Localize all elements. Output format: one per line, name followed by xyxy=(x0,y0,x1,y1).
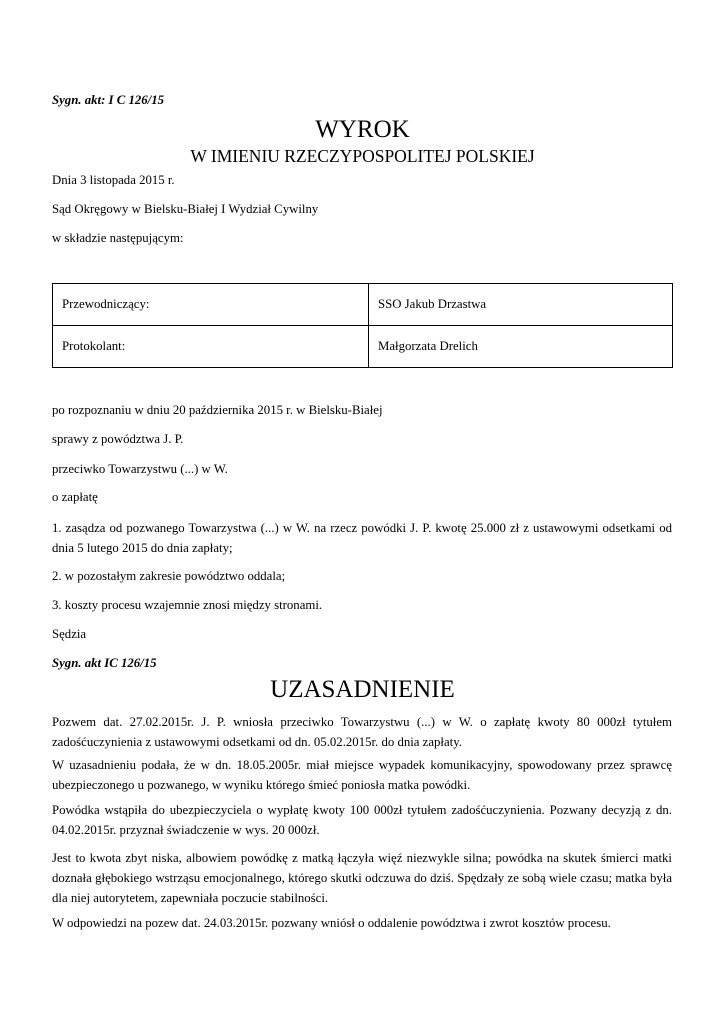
justification-paragraph-2: W uzasadnieniu podała, że w dn. 18.05.2005r. miał miejsce wypadek komunikacyjny, spowodowany przez sprawcę ubezpieczonego u pozwanego, w wyniku którego śmieć poniosła matka powódki. xyxy=(52,758,672,792)
court-line: Sąd Okręgowy w Bielsku-Białej I Wydział Cywilny xyxy=(52,202,319,216)
panel-role: Przewodniczący: xyxy=(53,284,369,326)
justification-paragraph-3: Powódka wstąpiła do ubezpieczyciela o wypłatę kwoty 100 000zł tytułem zadośćuczynienia. Pozwany decyzją z dn. 04.02.2015r. przyznał świadczenie w wys. 20 000zł. xyxy=(52,803,672,837)
verdict-point-2: 2. w pozostałym zakresie powództwo oddala; xyxy=(52,569,286,583)
justification-paragraph-5: W odpowiedzi na pozew dat. 24.03.2015r. pozwany wniósł o oddalenie powództwa i zwrot kosztów procesu. xyxy=(52,916,611,930)
case-reference: Sygn. akt: I C 126/15 xyxy=(52,93,164,107)
against-line: przeciwko Towarzystwu (...) w W. xyxy=(52,462,228,476)
verdict-point-1: 1. zasądza od pozwanego Towarzystwa (...) w W. na rzecz powódki J. P. kwotę 25.000 zł z ustawowymi odsetkami od dnia 5 lutego 2015 do dnia zapłaty; xyxy=(52,521,672,555)
panel-name: Małgorzata Drelich xyxy=(369,326,673,368)
justification-title: UZASADNIENIE xyxy=(270,676,455,703)
panel-name: SSO Jakub Drzastwa xyxy=(369,284,673,326)
hearing-line: po rozpoznaniu w dniu 20 października 2015 r. w Bielsku-Białej xyxy=(52,403,383,417)
subject-line: o zapłatę xyxy=(52,490,98,504)
document-title: WYROK xyxy=(315,116,410,143)
panel-role: Protokolant: xyxy=(53,326,369,368)
date-line: Dnia 3 listopada 2015 r. xyxy=(52,173,175,187)
table-row xyxy=(53,284,673,326)
verdict-point-3: 3. koszty procesu wzajemnie znosi między stronami. xyxy=(52,598,323,612)
composition-line: w składzie następującym: xyxy=(52,231,184,245)
court-panel-table xyxy=(52,283,673,368)
judge-label: Sędzia xyxy=(52,627,87,641)
table-row xyxy=(53,326,673,368)
justification-paragraph-1: Pozwem dat. 27.02.2015r. J. P. wniosła przeciwko Towarzystwu (...) w W. o zapłatę kwoty 80 000zł tytułem zadośćuczynienia z ustawowymi odsetkami od dn. 05.02.2015r. do dnia zapłaty. xyxy=(52,715,672,749)
document-subtitle: W IMIENIU RZECZYPOSPOLITEJ POLSKIEJ xyxy=(190,146,535,166)
case-of-line: sprawy z powództwa J. P. xyxy=(52,432,184,446)
justification-paragraph-4: Jest to kwota zbyt niska, albowiem powódkę z matką łączyła więź niezwykle silna; powódka na skutek śmierci matki doznała głębokiego wstrząsu emocjonalnego, którego skutki odczuwa do dziś. Spędzały ze sobą wiele czasu; matka była dla niej autorytetem, zapewniała poczucie stabilności. xyxy=(52,851,672,905)
justification-case-reference: Sygn. akt IC 126/15 xyxy=(52,656,157,670)
